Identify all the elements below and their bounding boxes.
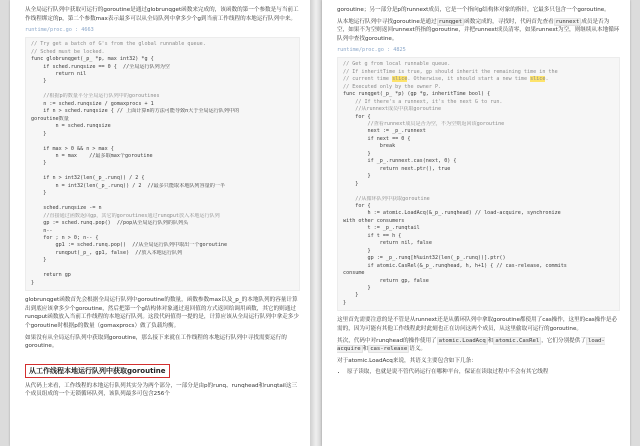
text-fragment: 其次，代码中对runqhead的操作使用了 <box>337 337 437 344</box>
inline-code-load-acquire: load-acquire <box>337 337 605 353</box>
inline-code-casrel: atomic.CasRel <box>495 337 540 344</box>
code-line: sched.runqsize -= n <box>31 205 102 212</box>
code-line: } <box>343 299 347 306</box>
highlight-slice: slice <box>530 76 546 83</box>
code-line: func runqget(_p_ *p) (gp *g, inheritTime bool) { <box>343 91 491 98</box>
code-line: } <box>343 150 371 157</box>
code-line: gp1 := sched.runq.pop() //从全局运行队列中取出一个goroutine <box>31 242 228 249</box>
code-line: //查看runnext成员是否为空，不为空则返回该goroutine <box>343 121 505 127</box>
code-line: } <box>343 284 371 291</box>
code-line <box>31 86 294 93</box>
paragraph-explanation: globrunqget函数首先会根据全局运行队列中goroutine的数量，函数参数max以及_p_的本地队列的容量计算出到底应该拿多少个goroutine，然后把第一个g结构体对象通过返回值的方式返回给调用函数，其它的则通过runqput函数放入当前工作线程的本地运行队列。这段代码值得一提的是，计算应该从全局运行队列中拿走多少个goroutine时根据p的数量（gomaxprocs）做了负载均衡。 <box>25 297 299 329</box>
code-line: break <box>343 143 396 150</box>
code-block-globrunqget <box>25 37 300 291</box>
code-line: } <box>343 292 359 299</box>
source-reference: runtime/proc.go : 4825 <box>337 47 406 54</box>
left-page <box>10 0 310 446</box>
code-line: n = max //最多取max个goroutine <box>31 152 153 159</box>
code-line: //根据p的数量平分全局运行队列中的goroutines <box>31 93 160 100</box>
code-line: n-- <box>31 227 53 234</box>
inline-code-cas-release: cas-release <box>370 346 408 353</box>
code-line: } <box>31 78 47 85</box>
code-line: for ; n > 0; n-- { <box>31 234 99 241</box>
list-item: • 原子读取，也就是说不管代码运行在哪种平台，保证在读取过程中不会有其它线程 <box>347 368 620 377</box>
paragraph-atomic <box>337 337 620 354</box>
code-line: // Get g from local runnable queue. <box>343 61 451 68</box>
code-line: h := atomic.LoadAcq(&_p_.runqhead) // load-acquire, synchronize <box>343 210 561 217</box>
inline-code-runnext: runnext <box>555 18 580 25</box>
text-fragment: ，它们分别提供了 <box>541 337 586 344</box>
code-fragment: . Otherwise, it should start a new time <box>407 76 531 83</box>
text-fragment: 和 <box>487 337 494 344</box>
code-line: func globrunqget(_p_ *p, max int32) *g { <box>31 56 154 63</box>
code-fragment: . <box>545 76 549 83</box>
code-fragment: // current time <box>343 76 393 83</box>
code-line <box>31 265 294 272</box>
code-line: // If inheritTime is true, gp should inherit the remaining time in the <box>343 68 558 75</box>
semantics-list <box>337 368 620 377</box>
paragraph-semantics: 对于atomic.LoadAcq来说，其语义主要包含如下几条： <box>337 357 477 364</box>
inline-code-runqget: runqget <box>438 18 463 25</box>
code-line: if sched.runqsize == 0 { //全局运行队列为空 <box>31 63 170 70</box>
text-fragment: 和 <box>362 346 369 353</box>
code-line: if n > sched.runqsize { // 上面计算n的方法可能导致n大于全局运行队列中的 <box>31 108 240 115</box>
right-page-content <box>337 6 620 377</box>
code-line: //直接通过函数返回gp，其它的goroutines通过runqput放入本地运行队列 <box>31 212 220 219</box>
paragraph-runqget <box>337 18 620 44</box>
code-line: } <box>31 279 35 286</box>
code-line: } <box>31 160 47 167</box>
code-line: return gp, false <box>343 277 429 284</box>
code-line: gp := sched.runq.pop() //pop从全局运行队列的队列头 <box>31 220 189 227</box>
code-line: } <box>343 180 359 187</box>
paragraph-cas: 这里首先需要注意的是不管是从runnext还是从循环队列中拿取goroutine都使用了cas操作，这里的cas操作是必需的，因为可能有其他工作线程此时此刻也正在访问这两个成员，从这里偷取可运行的goroutine。 <box>337 317 618 332</box>
text-fragment: 语义。 <box>409 346 427 353</box>
text-fragment: 函数完成的，寻找时，代码首先查看 <box>464 18 554 25</box>
code-line: n = sched.runqsize <box>31 123 111 130</box>
text-fragment: 从本地运行队列中寻找goroutine是通过 <box>337 18 437 25</box>
paragraph-local-queue: 从代码上来看，工作线程的本地运行队列其实分为两个部分，一部分是由p的runq、runqhead和runqtail这三个成员组成的一个无锁循环队列，该队列最多可包含256个 <box>25 382 298 398</box>
code-line: return gp <box>31 272 71 279</box>
code-line: return next.ptr(), true <box>343 165 451 172</box>
code-line: t := _p_.runqtail <box>343 225 420 232</box>
code-line: // Try get a batch of G's from the global runnable queue. <box>31 41 206 48</box>
code-line: if atomic.CasRel(&_p_.runqhead, h, h+1) { // cas-release, commits <box>343 262 567 269</box>
code-line: return nil <box>31 71 87 77</box>
code-line: if n > int32(len(_p_.runq)) / 2 { <box>31 175 145 182</box>
code-line: //从runnext成员中获取goroutine <box>343 106 442 113</box>
code-line: for { <box>343 202 371 209</box>
code-line <box>343 188 614 195</box>
code-line <box>31 168 294 175</box>
code-block-runqget <box>337 57 620 311</box>
code-line: if _p_.runnext.cas(next, 0) { <box>343 158 457 165</box>
text-fragment: 成员是否为空，如果不为空则返回runnext所指的goroutine，并把runnext成员清零，如果runnext为空，则继续从本地循环队列中查找goroutine。 <box>337 18 620 42</box>
code-line: } <box>31 257 47 264</box>
left-page-content <box>25 6 300 402</box>
code-line: } <box>31 130 47 137</box>
code-line: for { <box>343 113 371 120</box>
code-line: n = int32(len(_p_.runq)) / 2 //最多只能取本地队列容量的一半 <box>31 182 225 189</box>
code-line-highlighted <box>343 76 614 83</box>
code-line: } <box>31 190 47 197</box>
code-line: return nil, false <box>343 240 432 247</box>
paragraph-runnext: goroutine；另一部分是p的runnext成员，它是一个指向g结构体对象的指针，它最多只包含一个goroutine。 <box>337 7 610 13</box>
code-line: with other consumers <box>343 217 405 224</box>
highlight-slice: slice <box>392 76 408 83</box>
inline-code-loadacq: atomic.LoadAcq <box>438 337 486 344</box>
code-line: } <box>343 247 371 254</box>
code-line: // Sched must be locked. <box>31 48 105 55</box>
code-line: if next == 0 { <box>343 135 411 142</box>
code-line: // Executed only by the owner P. <box>343 83 442 90</box>
code-line: gp := _p_.runq[h%uint32(len(_p_.runq))].ptr() <box>343 255 506 262</box>
code-line: consume <box>343 270 365 277</box>
code-line: runqput(_p_, gp1, false) //放入本地运行队列 <box>31 249 183 256</box>
code-line: } <box>343 173 371 180</box>
code-line <box>31 198 294 205</box>
code-line: goroutine数量 <box>31 115 69 122</box>
code-line: next := _p_.runnext <box>343 128 426 135</box>
code-line: // If there's a runnext, it's the next G to run. <box>343 98 503 105</box>
code-line: n := sched.runqsize / gomaxprocs + 1 <box>31 100 154 107</box>
code-line: //从循环队列中获取goroutine <box>343 195 430 202</box>
code-line: if t == h { <box>343 232 402 239</box>
right-page <box>322 0 630 446</box>
source-reference: runtime/proc.go : 4663 <box>25 27 94 34</box>
code-line: if max > 0 && n > max { <box>31 145 114 152</box>
book-gutter <box>310 0 322 446</box>
code-line <box>31 138 294 145</box>
paragraph-intro: 从全局运行队列中获取可运行的goroutine是通过globrunqget函数来完成的，该函数的第一个参数是与当前工作线程绑定的p，第二个参数max表示最多可以从全局队列中拿多少个g到当前工作线程的本地运行队列中来。 <box>25 7 299 22</box>
paragraph-transition: 如果没有从全局运行队列中获取到goroutine，那么接下来就在工作线程的本地运行队列中寻找需要运行的goroutine。 <box>25 334 287 350</box>
section-heading: 从工作线程本地运行队列中获取goroutine <box>25 364 170 378</box>
